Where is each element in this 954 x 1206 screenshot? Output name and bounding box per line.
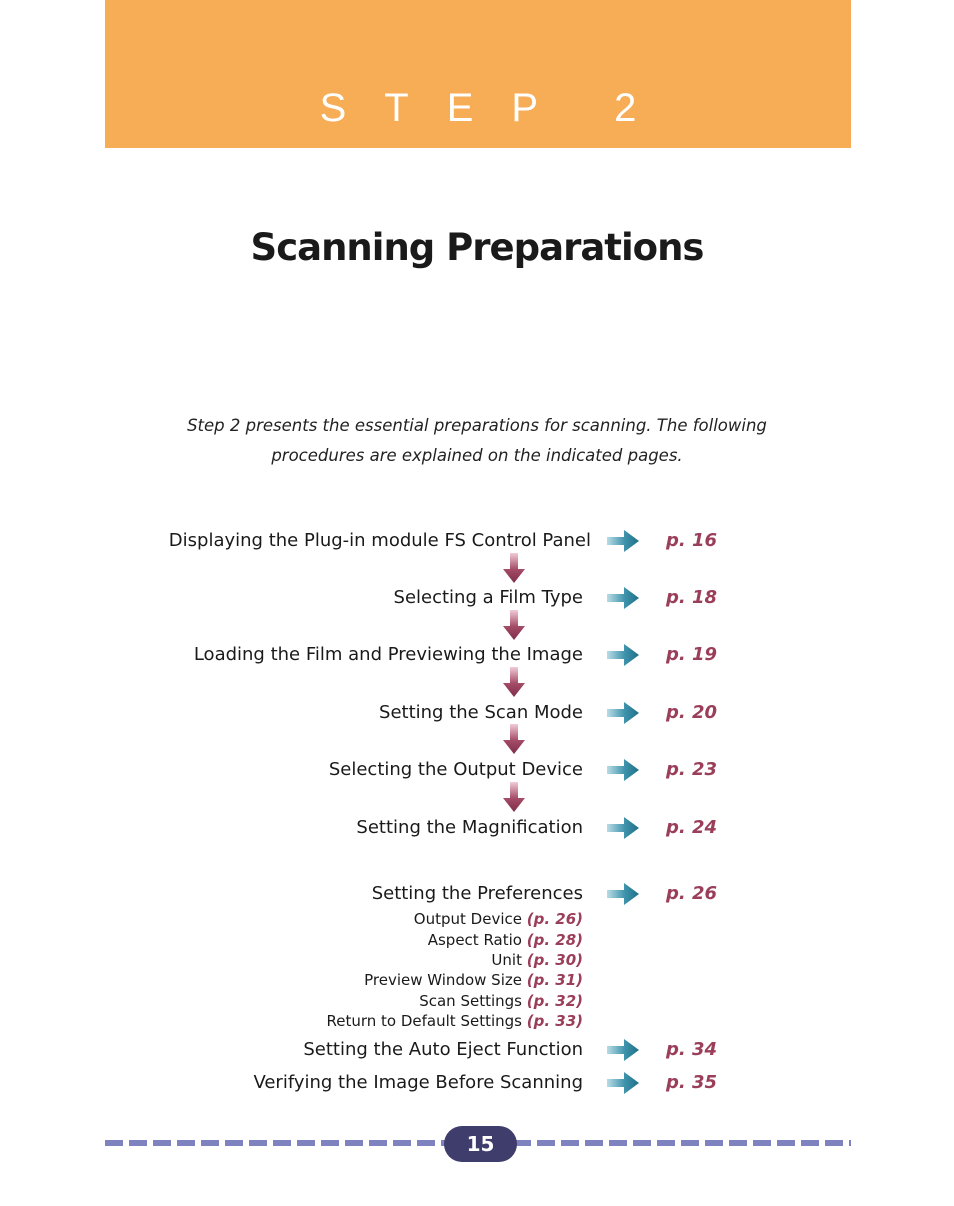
page-link[interactable]: p. 19 [666, 644, 718, 665]
flow-label: Selecting a Film Type [393, 587, 583, 608]
page-link[interactable]: (p. 32) [526, 992, 583, 1010]
page-link[interactable]: (p. 26) [526, 910, 583, 928]
flow-row-magnification[interactable] [0, 813, 954, 843]
flow-label: Selecting the Output Device [328, 759, 583, 780]
pref-item-unit[interactable]: Unit (p. 30) [491, 951, 583, 969]
page-number-badge: 15 [444, 1126, 517, 1162]
flow-row-output-device[interactable] [0, 755, 954, 785]
right-arrow-icon [607, 883, 639, 905]
right-arrow-icon [607, 817, 639, 839]
flow-label: Displaying the Plug-in module FS Control Panel [168, 530, 591, 551]
page-link[interactable]: (p. 30) [526, 951, 583, 969]
page-link[interactable]: p. 26 [666, 883, 718, 904]
page-link[interactable]: p. 34 [666, 1039, 718, 1060]
page-link[interactable]: p. 18 [666, 587, 718, 608]
right-arrow-icon [607, 530, 639, 552]
pref-item-output-device[interactable]: Output Device (p. 26) [413, 910, 583, 928]
right-arrow-icon [607, 759, 639, 781]
page-link[interactable]: (p. 28) [526, 931, 583, 949]
flow-row-control-panel[interactable] [0, 526, 954, 556]
down-arrow-icon [503, 782, 525, 812]
intro-text: Step 2 presents the essential preparations for scanning. The following procedures are explained on the indicated pages. [187, 416, 767, 465]
flow-label: Setting the Preferences [371, 883, 583, 904]
right-arrow-icon [607, 1072, 639, 1094]
down-arrow-icon [503, 610, 525, 640]
pref-item-default-settings[interactable]: Return to Default Settings (p. 33) [326, 1012, 583, 1030]
pref-item-aspect-ratio[interactable]: Aspect Ratio (p. 28) [427, 931, 583, 949]
right-arrow-icon [607, 644, 639, 666]
flow-label: Setting the Magnification [356, 817, 583, 838]
step-label: STEP 2 [319, 86, 675, 130]
page-link[interactable]: (p. 33) [526, 1012, 583, 1030]
page-link[interactable]: p. 35 [666, 1072, 718, 1093]
flow-row-preferences[interactable] [0, 879, 954, 909]
page-title: Scanning Preparations [250, 226, 704, 269]
right-arrow-icon [607, 587, 639, 609]
pref-item-preview-window-size[interactable]: Preview Window Size (p. 31) [364, 971, 583, 989]
flow-row-scan-mode[interactable] [0, 698, 954, 728]
page-link[interactable]: p. 20 [666, 702, 718, 723]
down-arrow-icon [503, 553, 525, 583]
pref-item-scan-settings[interactable]: Scan Settings (p. 32) [419, 992, 583, 1010]
flow-row-film-type[interactable] [0, 583, 954, 613]
right-arrow-icon [607, 1039, 639, 1061]
flow-label: Loading the Film and Previewing the Image [193, 644, 583, 665]
flow-label: Verifying the Image Before Scanning [253, 1072, 583, 1093]
step-banner [105, 0, 851, 148]
down-arrow-icon [503, 667, 525, 697]
right-arrow-icon [607, 702, 639, 724]
page-link[interactable]: (p. 31) [526, 971, 583, 989]
flow-label: Setting the Auto Eject Function [303, 1039, 583, 1060]
page-link[interactable]: p. 16 [666, 530, 718, 551]
page-link[interactable]: p. 23 [666, 759, 718, 780]
flow-row-auto-eject[interactable] [0, 1035, 954, 1065]
flow-label: Setting the Scan Mode [379, 702, 583, 723]
page-link[interactable]: p. 24 [666, 817, 718, 838]
flow-row-loading-film[interactable] [0, 640, 954, 670]
flow-row-verify-image[interactable] [0, 1068, 954, 1098]
down-arrow-icon [503, 724, 525, 754]
